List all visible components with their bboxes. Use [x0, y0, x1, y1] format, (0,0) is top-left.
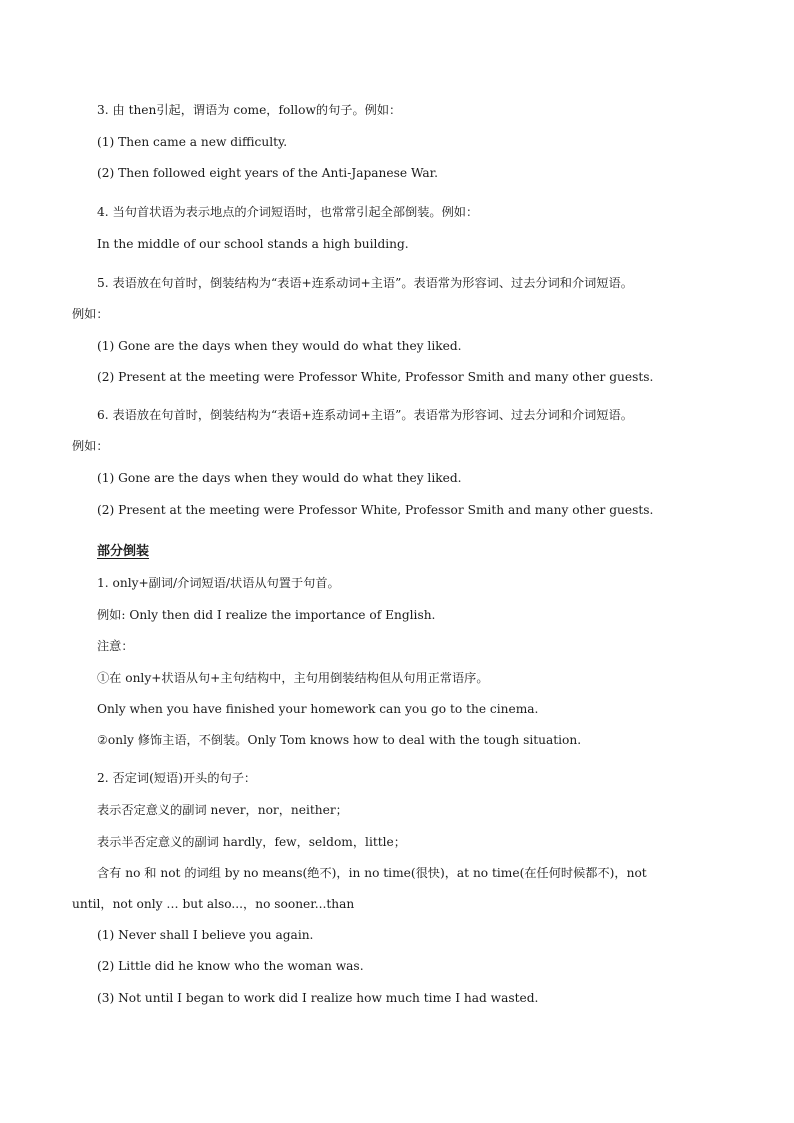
item-6-title: 6. 表语放在句首时，倒装结构为“表语+连系动词+主语”。表语常为形容词、过去分词和介词短语。 — [97, 408, 633, 422]
example-line: Only when you have finished your homework can you go to the cinema. — [97, 702, 539, 716]
rule-2-line: 表示半否定意义的副词 hardly，few，seldom，little； — [97, 835, 406, 849]
item-4-title: 4. 当句首状语为表示地点的介词短语时，也常常引起全部倒装。例如： — [97, 205, 479, 219]
example-line: (2) Present at the meeting were Professor White, Professor Smith and many other guests. — [97, 503, 654, 517]
note-label: 注意： — [97, 639, 134, 653]
example-line: (1) Then came a new difficulty. — [97, 135, 288, 149]
example-line: (1) Never shall I believe you again. — [97, 928, 314, 942]
example-line: (1) Gone are the days when they would do what they liked. — [97, 471, 462, 485]
example-line: (1) Gone are the days when they would do what they liked. — [97, 339, 462, 353]
item-6-title-cont: 例如： — [72, 439, 109, 453]
example-line: 例如: Only then did I realize the importance of English. — [97, 608, 436, 622]
example-line: (2) Then followed eight years of the Anti-Japanese War. — [97, 166, 439, 180]
example-line: (3) Not until I began to work did I realize how much time I had wasted. — [97, 991, 539, 1005]
rule-2-line-cont: until，not only … but also...，no sooner...than — [72, 897, 355, 911]
note-line: ②only 修饰主语，不倒装。Only Tom knows how to deal with the tough situation. — [97, 733, 582, 747]
item-5-title-cont: 例如： — [72, 307, 109, 321]
section-heading: 部分倒装 — [97, 544, 150, 559]
item-3-title: 3. 由 then引起，谓语为 come，follow的句子。例如： — [97, 103, 402, 117]
rule-2-title: 2. 否定词(短语)开头的句子： — [97, 771, 257, 785]
rule-1-title: 1. only+副词/介词短语/状语从句置于句首。 — [97, 576, 340, 590]
example-line: (2) Present at the meeting were Professor White, Professor Smith and many other guests. — [97, 370, 654, 384]
rule-2-line: 含有 no 和 not 的词组 by no means(绝不)，in no time(很快)，at no time(在任何时候都不)，not — [97, 866, 647, 880]
rule-2-line: 表示否定意义的副词 never，nor，neither； — [97, 803, 348, 817]
example-line: In the middle of our school stands a high building. — [97, 237, 409, 251]
item-5-title: 5. 表语放在句首时，倒装结构为“表语+连系动词+主语”。表语常为形容词、过去分词和介词短语。 — [97, 276, 633, 290]
example-line: (2) Little did he know who the woman was. — [97, 959, 364, 973]
note-line: ①在 only+状语从句+主句结构中，主句用倒装结构但从句用正常语序。 — [97, 671, 489, 685]
